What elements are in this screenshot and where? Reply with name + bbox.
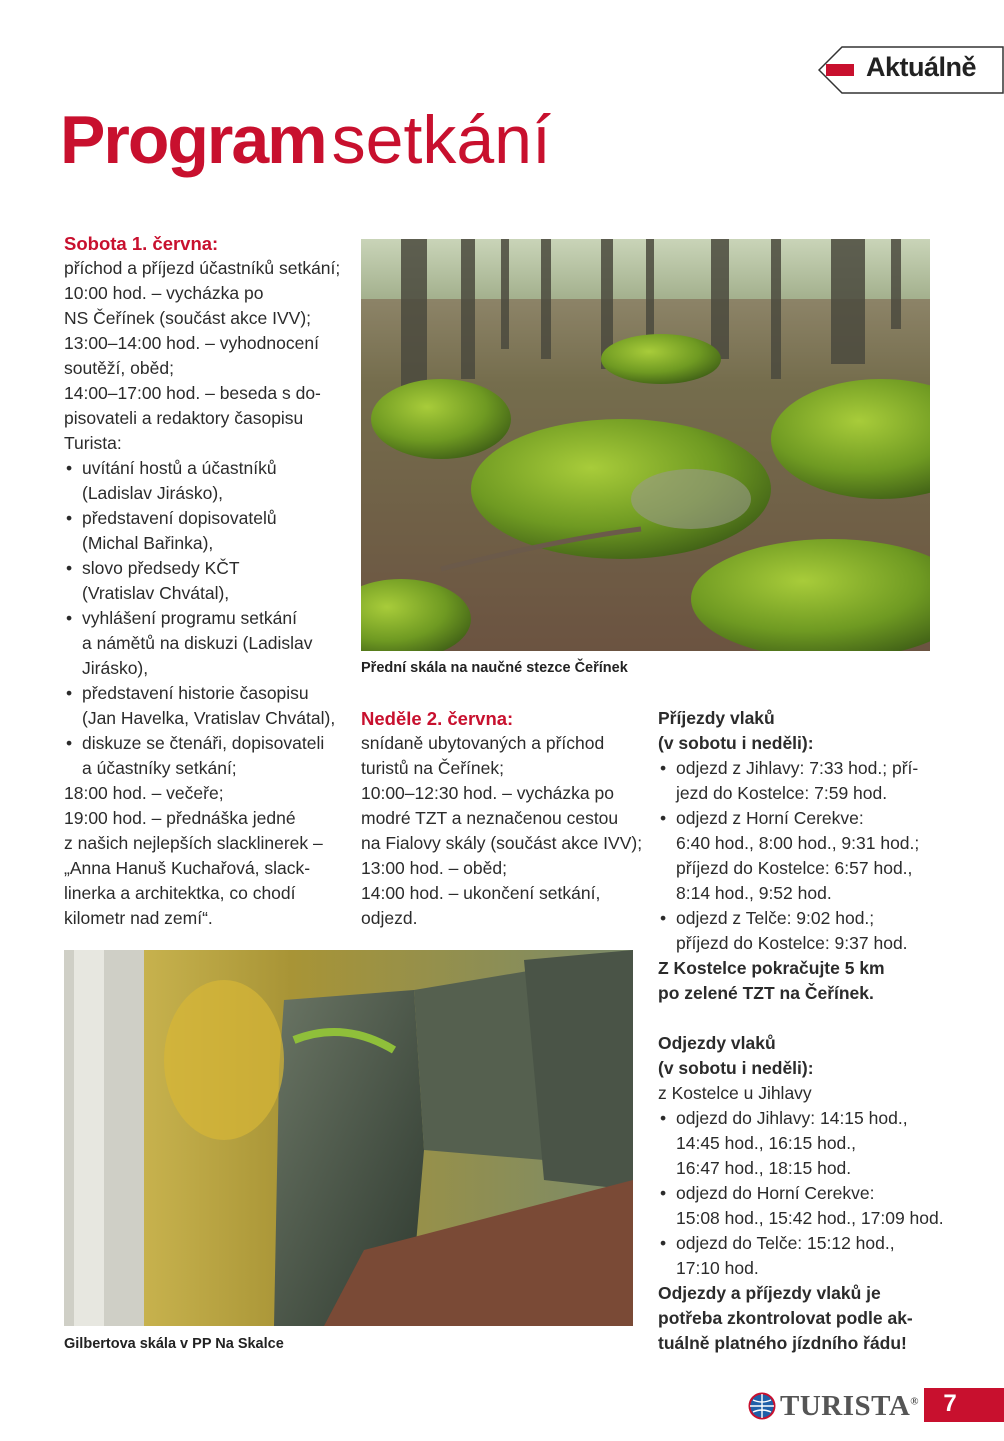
arrival-bullet-line: jezd do Kostelce: 7:59 hod. [676, 783, 888, 803]
saturday-bullet [64, 731, 344, 781]
title-bold: Program [60, 102, 326, 178]
logo-text: TURISTA® [780, 1390, 919, 1422]
arrival-note: Z Kostelce pokračujte 5 km [658, 958, 885, 978]
departure-subheading: z Kostelce u Jihlavy [658, 1083, 812, 1103]
globe-icon [748, 1392, 776, 1420]
departure-bullet-line: 17:10 hod. [676, 1258, 759, 1278]
saturday-bullet-line: (Vratislav Chvátal), [82, 583, 230, 603]
saturday-bullet-line: diskuze se čtenáři, dopisovateli [82, 733, 325, 753]
section-tab-label: Aktuálně [866, 52, 977, 82]
departures-heading: Odjezdy vlaků [658, 1033, 776, 1053]
saturday-bullet [64, 681, 344, 731]
saturday-bullet-line: a námětů na diskuzi (Ladislav [82, 633, 313, 653]
arrival-bullet-line: 8:14 hod., 9:52 hod. [676, 883, 832, 903]
saturday-line: 18:00 hod. – večeře; [64, 783, 224, 803]
saturday-bullet [64, 606, 344, 681]
departure-bullet-line: odjezd do Jihlavy: 14:15 hod., [676, 1108, 908, 1128]
departure-bullet-line: 15:08 hod., 15:42 hod., 17:09 hod. [676, 1208, 944, 1228]
saturday-bullet-line: uvítání hostů a účastníků [82, 458, 277, 478]
arrival-bullet-line: odjezd z Jihlavy: 7:33 hod.; pří- [676, 758, 919, 778]
sunday-heading: Neděle 2. června: [361, 708, 514, 729]
bullet-dot: • [66, 558, 73, 578]
saturday-heading: Sobota 1. června: [64, 233, 219, 254]
forest-boulders-photo [361, 239, 930, 651]
sunday-line: 10:00–12:30 hod. – vycházka po [361, 783, 614, 803]
sunday-line: snídaně ubytovaných a příchod [361, 733, 605, 753]
bullet-dot: • [66, 508, 73, 528]
bullet-dot: • [660, 1108, 667, 1128]
bullet-dot: • [66, 458, 73, 478]
photo1-caption: Přední skála na naučné stezce Čeřínek [361, 660, 628, 676]
saturday-column [64, 231, 344, 931]
saturday-bullet [64, 456, 344, 506]
saturday-line: „Anna Hanuš Kuchařová, slack- [64, 858, 311, 878]
saturday-line: příchod a příjezd účastníků setkání; [64, 258, 341, 278]
sunday-line: modré TZT a neznačenou cestou [361, 808, 619, 828]
saturday-bullet [64, 506, 344, 556]
arrival-bullet-line: příjezd do Kostelce: 6:57 hod., [676, 858, 913, 878]
saturday-line: 13:00–14:00 hod. – vyhodnocení [64, 333, 319, 353]
saturday-bullet-line: a účastníky setkání; [82, 758, 237, 778]
gilbert-rock-photo [64, 950, 633, 1326]
saturday-bullet-line: (Michal Bařinka), [82, 533, 214, 553]
final-note: potřeba zkontrolovat podle ak- [658, 1308, 913, 1328]
departure-bullet-line: odjezd do Telče: 15:12 hod., [676, 1233, 895, 1253]
saturday-bullet-line: představení dopisovatelů [82, 508, 277, 528]
bullet-dot: • [66, 733, 73, 753]
sunday-line: 14:00 hod. – ukončení setkání, [361, 883, 601, 903]
saturday-line: 14:00–17:00 hod. – beseda s do- [64, 383, 321, 403]
sunday-line: turistů na Čeřínek; [361, 758, 504, 778]
bullet-dot: • [66, 608, 73, 628]
sunday-line: 13:00 hod. – oběd; [361, 858, 507, 878]
departures-heading: (v sobotu i neděli): [658, 1058, 814, 1078]
saturday-line: linerka a architektka, co chodí [64, 883, 296, 903]
bullet-dot: • [660, 758, 667, 778]
arrival-bullet-line: odjezd z Horní Cerekve: [676, 808, 864, 828]
sunday-line: odjezd. [361, 908, 418, 928]
arrival-bullet-line: příjezd do Kostelce: 9:37 hod. [676, 933, 908, 953]
bullet-dot: • [66, 683, 73, 703]
title-light: setkání [331, 102, 551, 178]
arrival-note: po zelené TZT na Čeřínek. [658, 983, 874, 1003]
departure-bullet [658, 1106, 948, 1181]
saturday-bullet [64, 556, 344, 606]
saturday-line: Turista: [64, 433, 122, 453]
page-number-box [924, 1388, 1004, 1422]
saturday-line: 19:00 hod. – přednáška jedné [64, 808, 296, 828]
final-note: tuálně platného jízdního řádu! [658, 1333, 907, 1353]
saturday-line: soutěží, oběd; [64, 358, 174, 378]
bullet-dot: • [660, 808, 667, 828]
page-number: 7 [943, 1390, 957, 1417]
departure-bullet-line: 16:47 hod., 18:15 hod. [676, 1158, 852, 1178]
saturday-bullet-line: vyhlášení programu setkání [82, 608, 297, 628]
photo2-caption: Gilbertova skála v PP Na Skalce [64, 1336, 284, 1352]
arrival-bullet-line: 6:40 hod., 8:00 hod., 9:31 hod.; [676, 833, 920, 853]
final-note: Odjezdy a příjezdy vlaků je [658, 1283, 881, 1303]
saturday-bullet-line: (Jan Havelka, Vratislav Chvátal), [82, 708, 336, 728]
departure-bullet-line: odjezd do Horní Cerekve: [676, 1183, 875, 1203]
sunday-line: na Fialovy skály (součást akce IVV); [361, 833, 643, 853]
saturday-line: kilometr nad zemí“. [64, 908, 213, 928]
saturday-bullet-line: představení historie časopisu [82, 683, 309, 703]
saturday-line: pisovateli a redaktory časopisu [64, 408, 304, 428]
saturday-bullet-line: (Ladislav Jirásko), [82, 483, 224, 503]
departure-bullet-line: 14:45 hod., 16:15 hod., [676, 1133, 857, 1153]
departure-bullet [658, 1231, 948, 1281]
saturday-line: z našich nejlepších slacklinerek – [64, 833, 323, 853]
saturday-bullet-line: Jirásko), [82, 658, 149, 678]
section-tab [818, 46, 1004, 94]
train-column [658, 706, 948, 1356]
arrival-bullet [658, 806, 948, 906]
arrivals-heading: Příjezdy vlaků [658, 708, 775, 728]
bullet-dot: • [660, 1233, 667, 1253]
saturday-line: NS Čeřínek (součást akce IVV); [64, 308, 312, 328]
saturday-line: 10:00 hod. – vycházka po [64, 283, 264, 303]
arrivals-heading: (v sobotu i neděli): [658, 733, 814, 753]
page-title [60, 100, 551, 180]
arrival-bullet-line: odjezd z Telče: 9:02 hod.; [676, 908, 875, 928]
saturday-bullet-line: slovo předsedy KČT [82, 558, 240, 578]
arrival-bullet [658, 906, 948, 956]
arrival-bullet [658, 756, 948, 806]
departure-bullet [658, 1181, 948, 1231]
bullet-dot: • [660, 1183, 667, 1203]
sunday-column [361, 706, 643, 931]
bullet-dot: • [660, 908, 667, 928]
